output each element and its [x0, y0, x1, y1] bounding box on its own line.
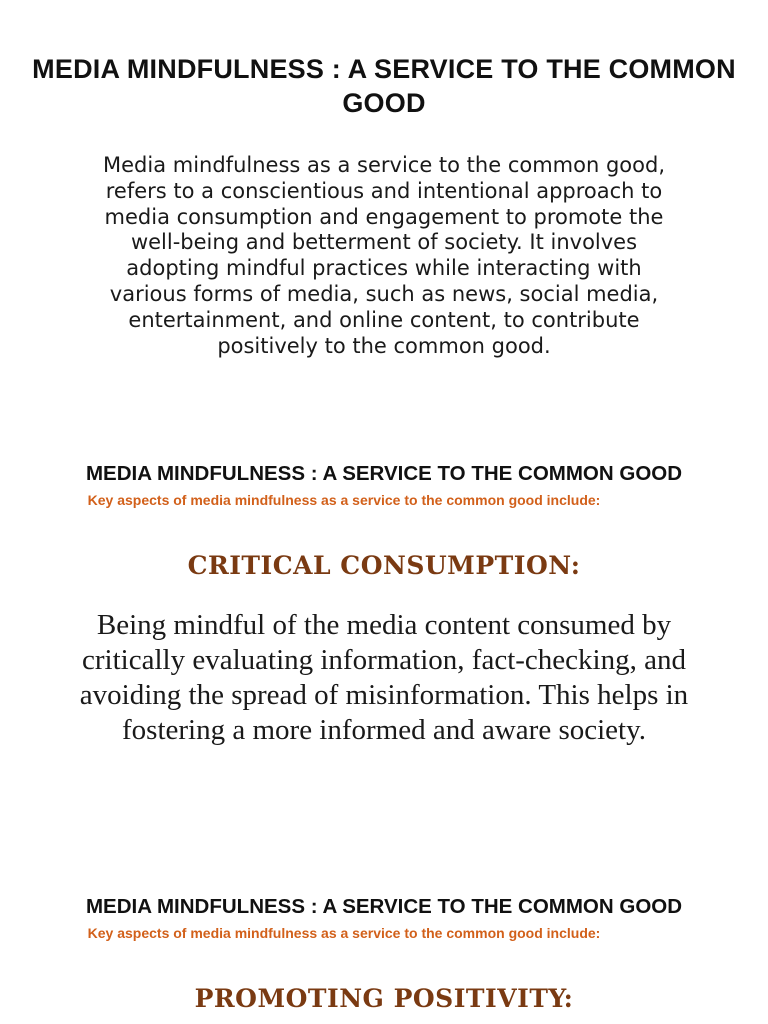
topic-title-promoting-positivity: PROMOTING POSITIVITY: — [194, 984, 574, 1013]
topic-body-critical-consumption: Being mindful of the media content consumed by critically evaluating information, fact-checking, and avoiding the spread of misinformation. This helps in fostering a more informed and aware society. — [79, 609, 689, 746]
section-subheading: Key aspects of media mindfulness as a service to the common good include: — [87, 925, 601, 941]
document-title: MEDIA MINDFULNESS : A SERVICE TO THE COMMON GOOD — [32, 54, 736, 118]
section-heading: MEDIA MINDFULNESS : A SERVICE TO THE COMMON GOOD — [85, 895, 683, 918]
section-subheading: Key aspects of media mindfulness as a service to the common good include: — [87, 492, 601, 508]
section-heading: MEDIA MINDFULNESS : A SERVICE TO THE COMMON GOOD — [85, 462, 683, 485]
intro-paragraph: Media mindfulness as a service to the common good, refers to a conscientious and intentional approach to media consumption and engagement to promote the well-being and betterment of society. It involves adopting mindful practices while interacting with various forms of media, such as news, social media, entertainment, and online content, to contribute positively to the common good. — [103, 153, 665, 358]
topic-title-critical-consumption: CRITICAL CONSUMPTION: — [187, 551, 581, 580]
